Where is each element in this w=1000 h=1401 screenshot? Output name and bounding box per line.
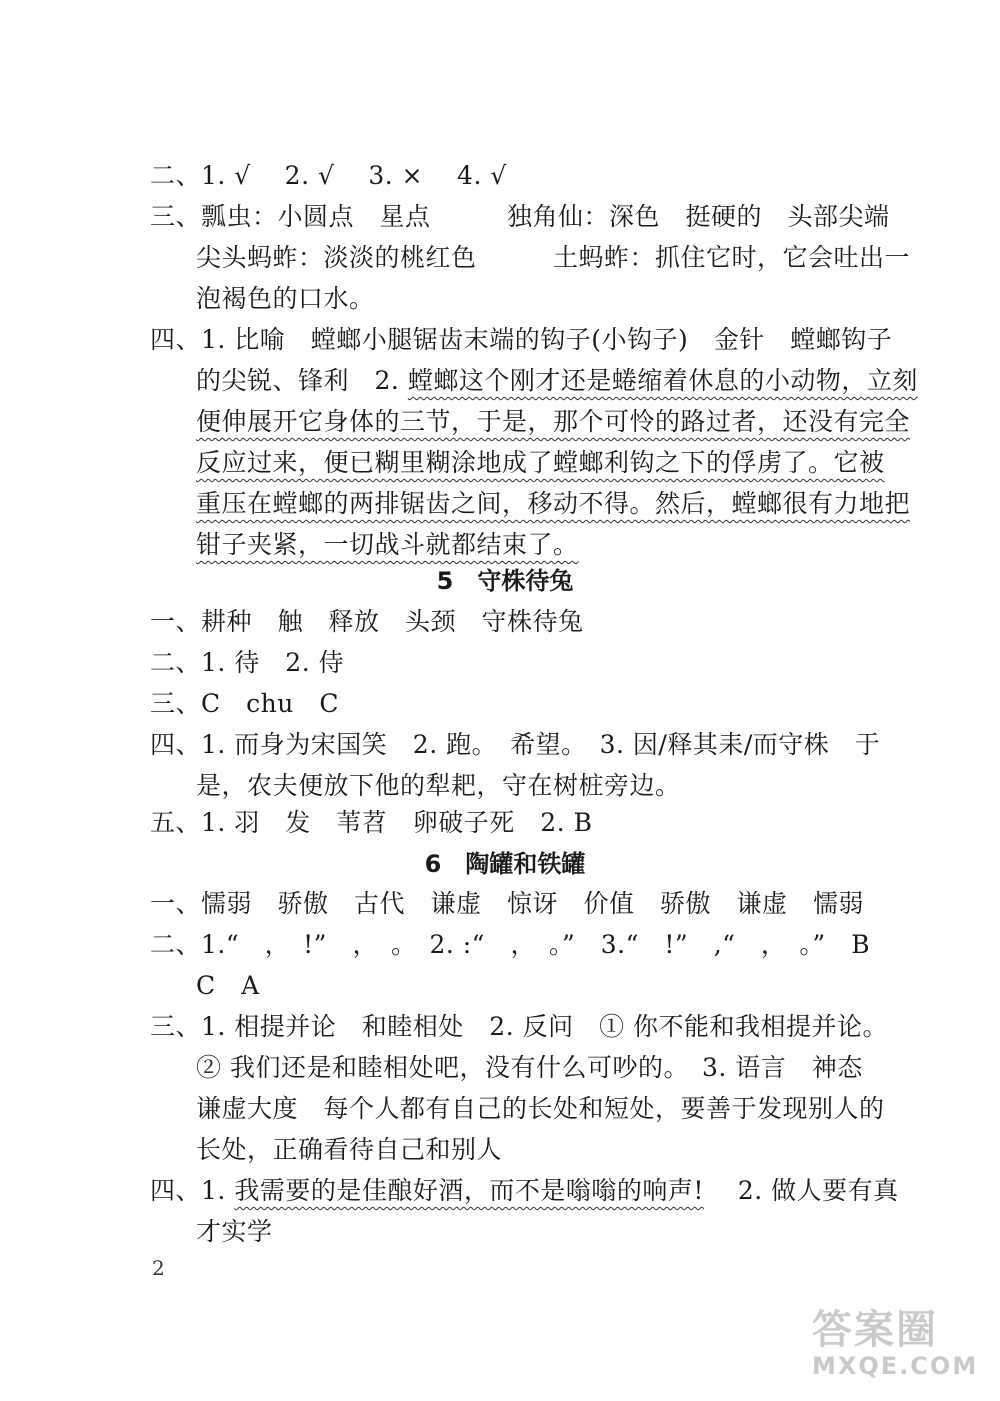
lesson-5-san: 三、C chu C (150, 689, 339, 718)
section-si-line-3: 便伸展开它身体的三节，于是，那个可怜的路过者，还没有完全 (196, 407, 911, 436)
lesson-6-er-line-2: C A (196, 971, 260, 1000)
lesson-6-san-line-1: 三、1. 相提并论 和睦相处 2. 反问 ① 你不能和我相提并论。 (150, 1012, 889, 1041)
section-si-line-4: 反应过来，便已糊里糊涂地成了螳螂利钩之下的俘虏了。它被 (196, 448, 885, 477)
lesson-6-si-line-1 (150, 1173, 899, 1209)
lesson-6-san-line-3: 谦虚大度 每个人都有自己的长处和短处，要善于发现别人的 (196, 1094, 885, 1123)
page-number: 2 (152, 1256, 165, 1280)
lesson-6-san-line-4: 长处，正确看待自己和别人 (196, 1135, 503, 1164)
lesson-5-si-line-1: 四、1. 而身为宋国笑 2. 跑。 希望。 3. 因/释其耒/而守株 于 (150, 730, 881, 759)
watermark-logo (812, 1308, 984, 1388)
lesson-6-title: 6 陶罐和铁罐 (424, 850, 586, 878)
lesson-6-si-line-2: 才实学 (196, 1217, 273, 1246)
wavy-underlined-answer: 我需要的是佳酿好酒，而不是嗡嗡的响声! (234, 1176, 704, 1205)
section-san-line-2: 尖头蚂蚱：淡淡的桃红色 土蚂蚱：抓住它时，它会吐出一 (196, 243, 911, 272)
watermark-bottom-text: MXQE.COM (812, 1352, 979, 1380)
lesson-5-yi: 一、耕种 触 释放 头颈 守株待兔 (150, 607, 584, 636)
section-si-line-2 (196, 363, 918, 399)
watermark-top-text: 答案圈 (812, 1307, 938, 1353)
section-si-line-6: 钳子夹紧，一切战斗就都结束了。 (196, 530, 579, 559)
section-si-line-2-plain: 的尖锐、锋利 2. (196, 366, 408, 395)
lesson-6-yi: 一、懦弱 骄傲 古代 谦虚 惊讶 价值 骄傲 谦虚 懦弱 (150, 889, 865, 918)
lesson-6-san-line-2: ② 我们还是和睦相处吧，没有什么可吵的。 3. 语言 神态 (196, 1053, 863, 1082)
lesson-5-wu: 五、1. 羽 发 苇苕 卵破子死 2. B (150, 808, 593, 837)
lesson-5-title: 5 守株待兔 (436, 567, 574, 595)
lesson-6-si-tail: 2. 做人要有真 (703, 1176, 899, 1205)
wavy-underlined-answer: 螳螂这个刚才还是蜷缩着休息的小动物，立刻 (407, 366, 918, 395)
section-si-line-5: 重压在螳螂的两排锯齿之间，移动不得。然后，螳螂很有力地把 (196, 489, 911, 518)
lesson-6-si-prefix: 四、1. (150, 1176, 235, 1205)
section-san-line-1: 三、瓢虫：小圆点 星点 独角仙：深色 挺硬的 头部尖端 (150, 202, 890, 231)
lesson-5-si-line-2: 是，农夫便放下他的犁耙，守在树桩旁边。 (196, 771, 681, 800)
lesson-6-er-line-1: 二、1.“ ， !” ， 。 2. :“ ， 。” 3.“ !” ,“ ， 。” B (150, 930, 871, 959)
section-si-line-1: 四、1. 比喻 螳螂小腿锯齿末端的钩子(小钩子) 金针 螳螂钩子 (150, 325, 893, 354)
lesson-5-er: 二、1. 待 2. 侍 (150, 648, 345, 677)
section-san-line-3: 泡褐色的口水。 (196, 284, 375, 313)
section-er-line: 二、1. √ 2. √ 3. × 4. √ (150, 161, 507, 190)
